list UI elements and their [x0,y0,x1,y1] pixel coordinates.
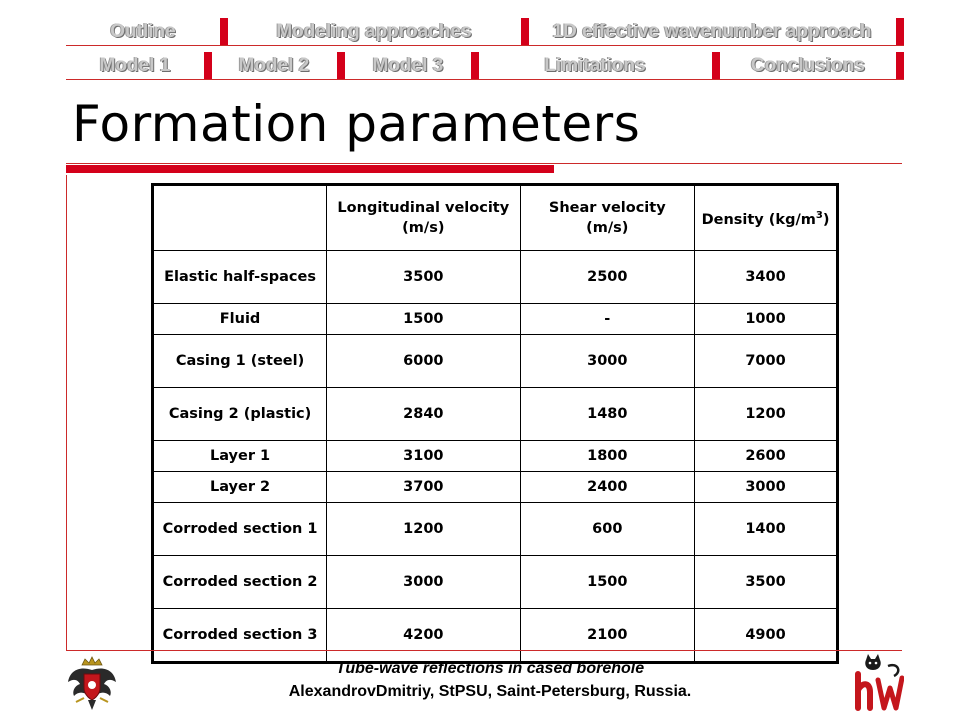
cell-longitudinal: 1500 [327,304,520,335]
cell-density: 1000 [695,304,838,335]
table-header-row [153,185,838,251]
cell-shear: 600 [520,503,695,556]
table-header-corner [153,185,327,251]
table-row [153,251,838,304]
nav-separator [204,52,212,80]
cell-density: 1200 [695,388,838,441]
nav-row-models [66,50,904,80]
nav-link-model-2[interactable]: Model 2 [238,55,310,76]
cell-longitudinal: 3500 [327,251,520,304]
left-margin-rule [66,175,67,650]
row-label: Corroded section 1 [153,503,327,556]
cell-shear: 2100 [520,609,695,663]
cell-shear: 2400 [520,472,695,503]
cell-density: 2600 [695,441,838,472]
cell-longitudinal: 3100 [327,441,520,472]
density-header-exponent: 3 [815,210,823,222]
cat-logo-icon [848,652,904,712]
cell-shear: 3000 [520,335,695,388]
cell-longitudinal: 6000 [327,335,520,388]
table-row [153,304,838,335]
row-label: Corroded section 2 [153,556,327,609]
row-label: Fluid [153,304,327,335]
nav-separator [337,52,345,80]
density-header-close: ) [822,211,830,228]
nav-separator [896,18,904,46]
row-label: Layer 2 [153,472,327,503]
row-label: Layer 1 [153,441,327,472]
formation-parameters-table [151,183,839,664]
cell-density: 7000 [695,335,838,388]
cell-longitudinal: 1200 [327,503,520,556]
cell-shear: 1480 [520,388,695,441]
table-row [153,388,838,441]
cell-longitudinal: 2840 [327,388,520,441]
cell-shear: 1800 [520,441,695,472]
cell-longitudinal: 4200 [327,609,520,663]
nav-separator [712,52,720,80]
nav-separator [896,52,904,80]
title-accent-bar [66,165,554,173]
density-header-text: Density (kg/m [701,211,816,228]
nav-link-conclusions[interactable]: Conclusions [750,55,865,76]
cell-shear: 2500 [520,251,695,304]
table-row [153,441,838,472]
table-row [153,503,838,556]
table-row [153,472,838,503]
cell-shear: 1500 [520,556,695,609]
nav-link-outline[interactable]: Outline [110,21,176,42]
cell-density: 3400 [695,251,838,304]
cell-longitudinal: 3000 [327,556,520,609]
nav-link-limitations[interactable]: Limitations [544,55,646,76]
row-label: Elastic half-spaces [153,251,327,304]
nav-separator [220,18,228,46]
row-label: Corroded section 3 [153,609,327,663]
cell-density: 4900 [695,609,838,663]
slide-title: Formation parameters [72,95,641,153]
table-header-longitudinal-velocity: Longitudinal velocity (m/s) [327,185,520,251]
table-row [153,556,838,609]
cell-longitudinal: 3700 [327,472,520,503]
title-divider [66,163,902,164]
nav-link-1d-effective-wavenumber[interactable]: 1D effective wavenumber approach [552,21,872,42]
cell-density: 3000 [695,472,838,503]
table-row [153,335,838,388]
nav-row-sections [66,16,904,46]
nav-underline [66,79,904,80]
cell-density: 1400 [695,503,838,556]
row-label: Casing 2 (plastic) [153,388,327,441]
nav-link-model-3[interactable]: Model 3 [372,55,444,76]
nav-underline [66,45,904,46]
cell-shear: - [520,304,695,335]
footer-divider [66,650,902,651]
row-label: Casing 1 (steel) [153,335,327,388]
cell-density: 3500 [695,556,838,609]
table-header-density [695,185,838,251]
nav-separator [521,18,529,46]
table-row [153,609,838,663]
nav-link-modeling-approaches[interactable]: Modeling approaches [276,21,472,42]
university-crest-icon [66,656,118,712]
nav-separator [471,52,479,80]
table-header-shear-velocity: Shear velocity (m/s) [520,185,695,251]
nav-link-model-1[interactable]: Model 1 [99,55,171,76]
footer-author-affiliation: AlexandrovDmitriy, StPSU, Saint-Petersburg, Russia. [288,683,692,700]
footer-talk-title: Tube-wave reflections in cased borehole [335,660,645,677]
